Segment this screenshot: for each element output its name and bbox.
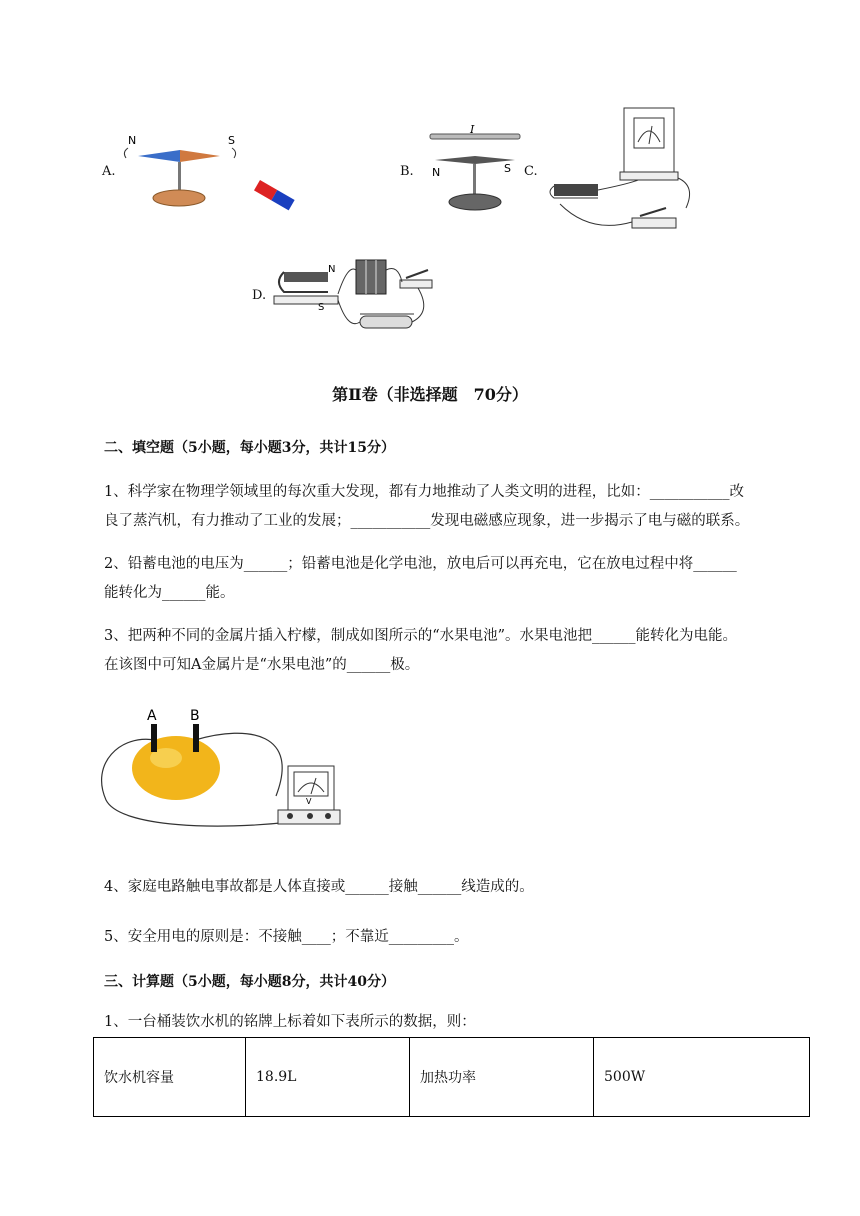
north-label: N bbox=[432, 166, 441, 179]
option-d-label: D. bbox=[252, 288, 267, 303]
question-3-line-1: 3、把两种不同的金属片插入柠檬，制成如图所示的“水果电池”。水果电池把______能转化为电能。 bbox=[104, 628, 738, 644]
table-cell: 18.9L bbox=[246, 1038, 410, 1117]
calc-question-1: 1、一台桶装饮水机的铭牌上标着如下表所示的数据，则： bbox=[104, 1014, 476, 1030]
option-a-figure bbox=[118, 128, 308, 216]
table-cell: 加热功率 bbox=[410, 1038, 594, 1117]
lemon-battery-figure bbox=[100, 704, 346, 838]
calc-section-heading: 三、计算题（5小题，每小题8分，共计40分） bbox=[104, 974, 395, 990]
spec-table bbox=[93, 1037, 810, 1117]
option-c-figure bbox=[540, 104, 700, 238]
section-title: 第Ⅱ卷（非选择题 70分） bbox=[332, 385, 528, 404]
fill-section-heading: 二、填空题（5小题，每小题3分，共计15分） bbox=[104, 440, 395, 456]
table-cell: 饮水机容量 bbox=[94, 1038, 246, 1117]
voltmeter-label: V bbox=[306, 797, 312, 806]
question-5: 5、安全用电的原则是：不接触____；不靠近_________。 bbox=[104, 929, 469, 945]
south-label: S bbox=[318, 302, 325, 313]
south-label: S bbox=[228, 134, 235, 147]
question-1-line-2: 良了蒸汽机，有力推动了工业的发展；___________发现电磁感应现象，进一步揭示了电与磁的联系。 bbox=[104, 513, 750, 529]
question-2-line-1: 2、铅蓄电池的电压为______；铅蓄电池是化学电池，放电后可以再充电，它在放电过程中将______ bbox=[104, 556, 737, 572]
question-3-line-2: 在该图中可知A金属片是“水果电池”的______极。 bbox=[104, 657, 420, 673]
question-2-line-2: 能转化为______能。 bbox=[104, 585, 235, 601]
north-label: N bbox=[328, 264, 336, 275]
option-b-label: B. bbox=[400, 164, 414, 179]
option-d-figure bbox=[268, 250, 444, 346]
current-label: I bbox=[470, 124, 475, 136]
option-a-label: A. bbox=[102, 164, 116, 179]
question-1-line-1: 1、科学家在物理学领域里的每次重大发现，都有力地推动了人类文明的进程，比如：___________改 bbox=[104, 484, 744, 500]
north-label: N bbox=[128, 134, 137, 147]
table-row bbox=[94, 1038, 810, 1117]
electrode-a-label: A bbox=[147, 708, 157, 724]
table-cell: 500W bbox=[594, 1038, 810, 1117]
electrode-b-label: B bbox=[190, 708, 200, 724]
south-label: S bbox=[504, 162, 511, 175]
option-c-label: C. bbox=[524, 164, 538, 179]
question-4: 4、家庭电路触电事故都是人体直接或______接触______线造成的。 bbox=[104, 879, 534, 895]
option-b-figure bbox=[420, 124, 530, 216]
